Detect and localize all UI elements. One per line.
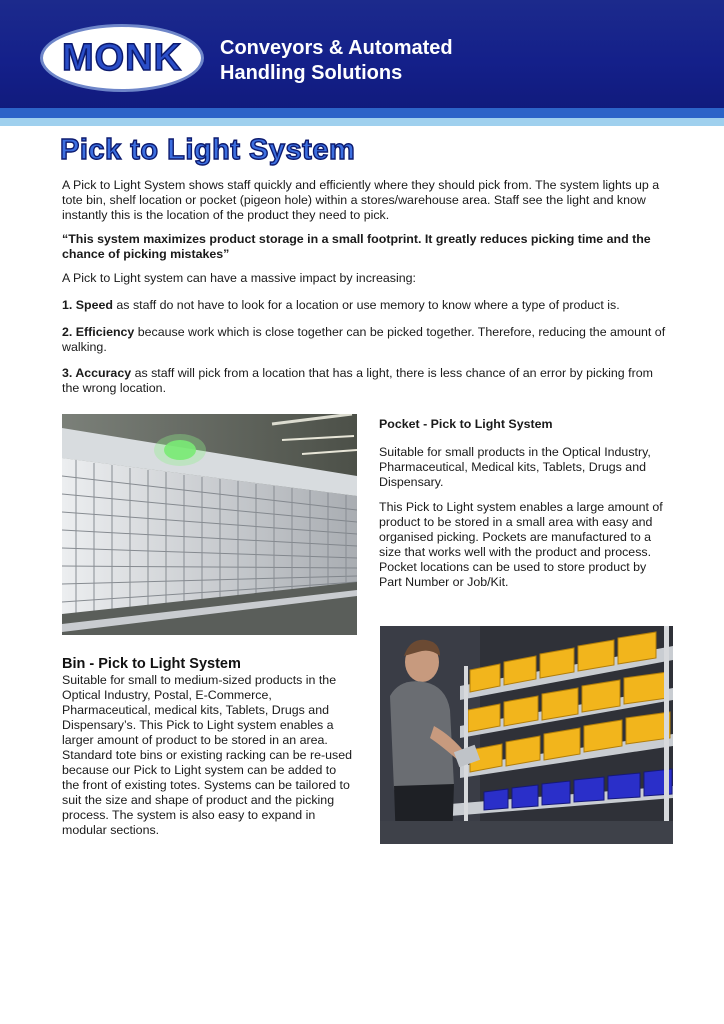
tagline-line-2: Handling Solutions — [220, 62, 403, 84]
impact-lead: A Pick to Light system can have a massive impact by increasing: — [62, 271, 416, 285]
benefit-label: 2. Efficiency — [62, 325, 135, 339]
pocket-paragraph-2: This Pick to Light system enables a large amount of product to be stored in a small area with easy and organised picking. Pockets are manufactured to a size that works well with the product and process. Pocket locations can be used to store product by Part Number or Job/Kit. — [379, 500, 663, 589]
header-stripe-light — [0, 118, 724, 126]
pocket-heading: Pocket - Pick to Light System — [379, 417, 553, 431]
benefit-text: because work which is close together can be picked together. Therefore, reducing the amount of walking. — [62, 325, 666, 354]
benefit-accuracy — [62, 366, 672, 396]
intro-paragraph: A Pick to Light System shows staff quickly and efficiently where they should pick from. The system lights up a tote bin, shelf location or pocket (pigeon hole) within a stores/warehouse area. Staff see the light and know instantly this is the location of the product they need to pick. — [62, 178, 660, 222]
benefit-label: 3. Accuracy — [62, 366, 132, 380]
company-tagline — [220, 36, 453, 86]
header-stripe-dark — [0, 108, 724, 118]
tagline-line-1: Conveyors & Automated — [220, 37, 453, 59]
page-header — [0, 0, 724, 112]
pocket-rack-photo — [62, 414, 357, 635]
logo-text: MONK — [61, 36, 183, 79]
benefit-label: 1. Speed — [62, 298, 113, 312]
bin-rack-operator-photo — [380, 626, 673, 844]
pocket-paragraph-1: Suitable for small products in the Optical Industry, Pharmaceutical, Medical kits, Tablets, Drugs and Dispensary. — [379, 445, 651, 489]
benefit-speed — [62, 298, 672, 313]
benefit-efficiency — [62, 325, 672, 355]
bin-paragraph: Suitable for small to medium-sized products in the Optical Industry, Postal, E-Commerce, Pharmaceutical, medical kits, Tablets, Drugs and Dispensary’s. This Pick to Light system enables a larger amount of product to be stored in an area. Standard tote bins or existing racking can be re-used because our Pick to Light system can be added to the front of existing totes. Systems can be tailored to suit the size and shape of product and the picking process. The system is also easy to expand in modular sections. — [62, 673, 352, 837]
monk-logo — [40, 24, 204, 92]
bin-heading: Bin - Pick to Light System — [62, 656, 241, 672]
benefit-text: as staff will pick from a location that has a light, there is less chance of an error by picking from the wrong location. — [62, 366, 653, 395]
benefit-text: as staff do not have to look for a location or use memory to know where a type of product is. — [112, 298, 620, 312]
page-title: Pick to Light System — [60, 134, 356, 166]
quote-paragraph: “This system maximizes product storage in a small footprint. It greatly reduces picking time and the chance of picking mistakes” — [62, 232, 651, 261]
bin-rack-illustration — [380, 626, 673, 844]
pocket-rack-illustration — [62, 414, 357, 635]
